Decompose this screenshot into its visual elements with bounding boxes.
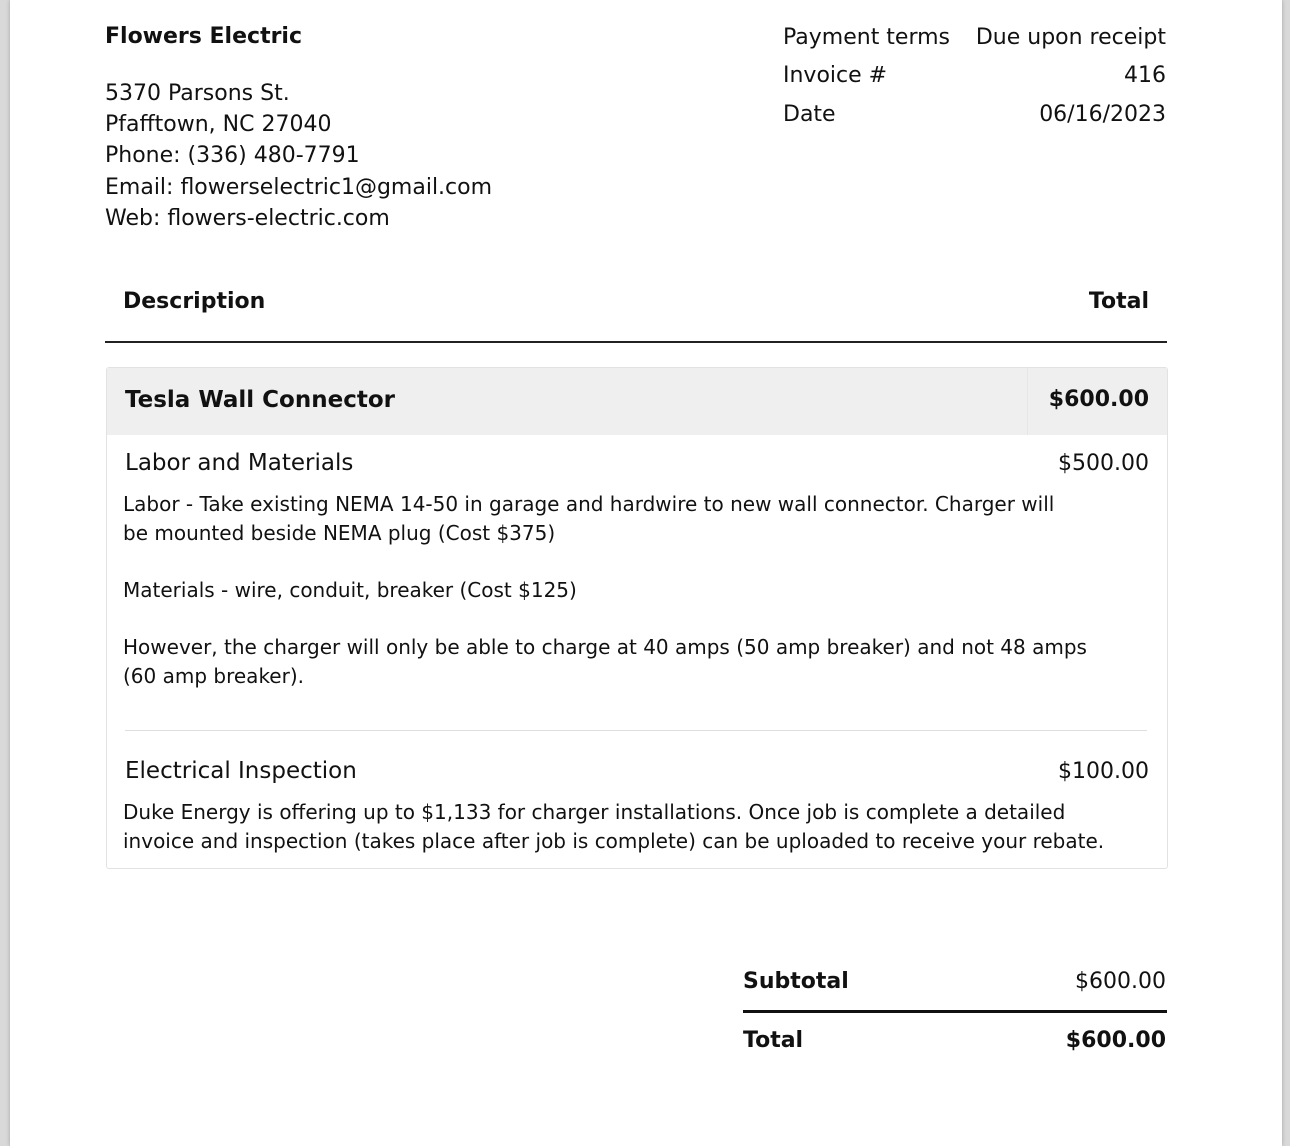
- date-value: 06/16/2023: [1039, 102, 1166, 127]
- line-items-group: [106, 367, 1168, 869]
- company-address-line2: Pfafftown, NC 27040: [105, 112, 332, 137]
- payment-terms-label: Payment terms: [783, 25, 951, 50]
- group-title: Tesla Wall Connector: [125, 387, 395, 413]
- subtotal-label: Subtotal: [743, 969, 849, 994]
- line-item-description: Materials - wire, conduit, breaker (Cost $125): [123, 578, 577, 602]
- total-value: $600.00: [1065, 1028, 1166, 1053]
- group-total: $600.00: [1048, 387, 1149, 412]
- summary-divider: [743, 1010, 1167, 1013]
- line-item-description: Duke Energy is offering up to $1,133 for charger installations. Once job is complete a detailed: [123, 800, 1066, 824]
- line-item-description: be mounted beside NEMA plug (Cost $375): [123, 521, 556, 545]
- total-column-header: Total: [1088, 289, 1149, 314]
- company-name: Flowers Electric: [105, 24, 303, 49]
- line-item-description: invoice and inspection (takes place after job is complete) can be uploaded to receive your rebate.: [123, 829, 1105, 853]
- line-item-description: (60 amp breaker).: [123, 664, 304, 688]
- subtotal-value: $600.00: [1075, 969, 1166, 994]
- line-item-price: $500.00: [1058, 451, 1149, 476]
- total-label: Total: [743, 1028, 804, 1053]
- header-divider: [105, 341, 1167, 343]
- company-web: Web: flowers-electric.com: [105, 206, 390, 231]
- payment-terms-value: Due upon receipt: [975, 25, 1166, 50]
- group-header: [107, 368, 1167, 435]
- invoice-number-value: 416: [1124, 63, 1166, 88]
- invoice-number-label: Invoice #: [783, 63, 888, 88]
- line-item-title: Labor and Materials: [125, 450, 354, 476]
- line-item-price: $100.00: [1058, 759, 1149, 784]
- company-phone: Phone: (336) 480-7791: [105, 143, 360, 168]
- description-column-header: Description: [123, 289, 266, 314]
- company-email: Email: flowerselectric1@gmail.com: [105, 175, 493, 200]
- line-item-description: Labor - Take existing NEMA 14-50 in garage and hardwire to new wall connector. Charger will: [123, 492, 1055, 516]
- group-header-divider: [1027, 368, 1028, 435]
- company-address-line1: 5370 Parsons St.: [105, 81, 290, 106]
- line-item-title: Electrical Inspection: [125, 758, 357, 784]
- line-item-separator: [125, 730, 1147, 731]
- date-label: Date: [783, 102, 836, 127]
- invoice-page: [10, 0, 1282, 1146]
- line-item-description: However, the charger will only be able to charge at 40 amps (50 amp breaker) and not 48 amps: [123, 635, 1087, 659]
